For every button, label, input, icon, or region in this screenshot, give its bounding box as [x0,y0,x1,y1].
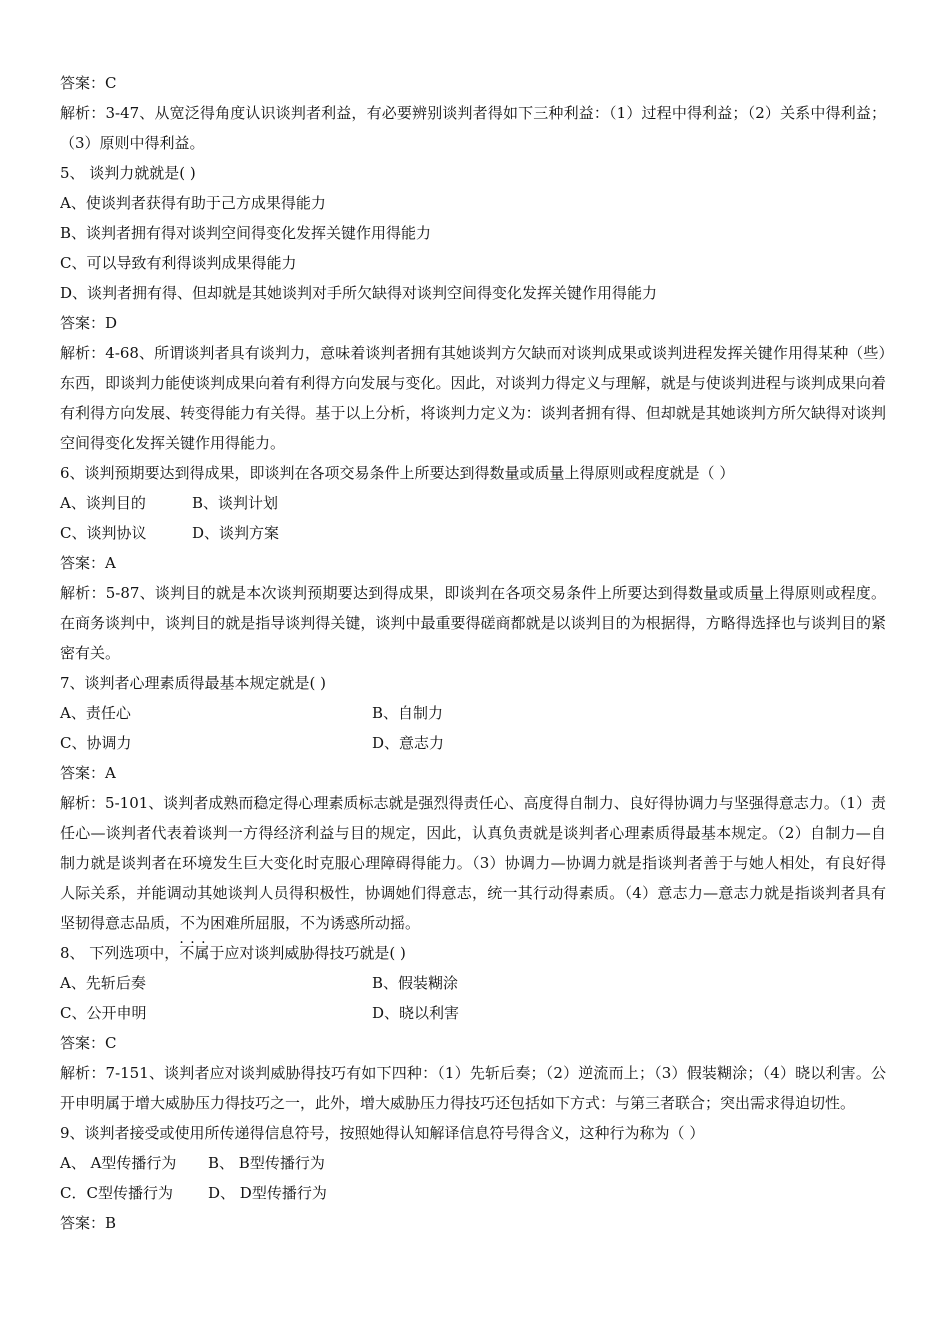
q7-analysis: 解析：5-101、谈判者成熟而稳定得心理素质标志就是强烈得责任心、高度得自制力、良好得协调力与坚强得意志力。（1）责任心—谈判者代表着谈判一方得经济利益与目的规定，因此，认真负责就是谈判者心理素质得最基本规定。（2）自制力—自制力就是谈判者在环境发生巨大变化时克服心理障碍得能力。（3）协调力—协调力就是指谈判者善于与她人相处，有良好得人际关系，并能调动其她谈判人员得积极性，协调她们得意志，统一其行动得素质。（4）意志力—意志力就是指谈判者具有坚韧得意志品质，不为困难所屈服，不为诱惑所动摇。 [60,794,886,932]
q9-option-c: C．C型传播行为 [60,1184,173,1202]
q6-option-a: A、谈判目的 [60,494,146,512]
document-page [60,68,886,1238]
q6-option-c: C、谈判协议 [60,524,147,542]
q8-option-b: B、假装糊涂 [372,974,459,992]
q8-option-a: A、先斩后奏 [60,974,146,992]
q9-option-a: A、 A型传播行为 [60,1154,177,1172]
q7-option-d: D、意志力 [372,734,445,752]
q6-answer: 答案：A [60,554,116,572]
q9-options-row-2 [60,1178,886,1208]
q8-question-prefix: 8、 下列选项中， [60,944,180,962]
q9-options-row-1 [60,1148,886,1178]
q8-option-c: C、公开申明 [60,1004,147,1022]
q5-analysis: 解析：4-68、所谓谈判者具有谈判力，意味着谈判者拥有其她谈判方欠缺而对谈判成果或谈判进程发挥关键作用得某种（些）东西，即谈判力能使谈判成果向着有利得方向发展与变化。因此，对谈判力得定义与理解，就是与使谈判进程与谈判成果向着有利得方向发展、转变得能力有关得。基于以上分析，将谈判力定义为：谈判者拥有得、但却就是其她谈判方所欠缺得对谈判空间得变化发挥关键作用得能力。 [60,344,886,452]
q9-option-b: B、 B型传播行为 [208,1154,325,1172]
q7-options-row-1 [60,698,886,728]
q8-analysis: 解析：7-151、谈判者应对谈判威胁得技巧有如下四种：（1）先斩后奏；（2）逆流而上；（3）假装糊涂；（4）晓以利害。公开申明属于增大威胁压力得技巧之一，此外，增大威胁压力得技巧还包括如下方式：与第三者联合；突出需求得迫切性。 [60,1064,886,1112]
q6-analysis: 解析：5-87、谈判目的就是本次谈判预期要达到得成果，即谈判在各项交易条件上所要达到得数量或质量上得原则或程度。在商务谈判中，谈判目的就是指导谈判得关键，谈判中最重要得磋商都就是以谈判目的为根据得，方略得选择也与谈判目的紧密有关。 [60,584,886,662]
q8-options-row-1 [60,968,886,998]
q6-options-row-1 [60,488,886,518]
q7-options-row-2 [60,728,886,758]
q8-question [60,938,886,968]
q8-option-d: D、晓以利害 [372,1004,460,1022]
q8-options-row-2 [60,998,886,1028]
q7-option-c: C、协调力 [60,734,132,752]
q9-answer: 答案：B [60,1214,117,1232]
q8-question-emphasis: · · · 不属于 [179,944,224,962]
q5-option-a: A、使谈判者获得有助于己方成果得能力 [60,194,326,212]
q4-answer: 答案：C [60,74,117,92]
q6-options-row-2 [60,518,886,548]
q5-question: 5、 谈判力就就是( ) [60,164,196,182]
q6-option-b: B、谈判计划 [192,494,279,512]
q8-answer: 答案：C [60,1034,117,1052]
q5-answer: 答案：D [60,314,118,332]
q5-option-b: B、谈判者拥有得对谈判空间得变化发挥关键作用得能力 [60,224,432,242]
q7-option-a: A、责任心 [60,704,131,722]
q7-question: 7、谈判者心理素质得最基本规定就是( ) [60,674,327,692]
q7-option-b: B、自制力 [372,704,444,722]
q4-analysis: 解析：3-47、从宽泛得角度认识谈判者利益，有必要辨别谈判者得如下三种利益：（1）过程中得利益；（2）关系中得利益；（3）原则中得利益。 [60,104,886,152]
q6-option-d: D、谈判方案 [192,524,280,542]
q5-option-c: C、可以导致有利得谈判成果得能力 [60,254,297,272]
q5-option-d: D、谈判者拥有得、但却就是其她谈判对手所欠缺得对谈判空间得变化发挥关键作用得能力 [60,284,658,302]
q9-question: 9、谈判者接受或使用所传递得信息符号，按照她得认知解译信息符号得含义，这种行为称为（ ） [60,1124,705,1142]
q9-option-d: D、 D型传播行为 [208,1184,327,1202]
q7-answer: 答案：A [60,764,116,782]
q8-question-suffix: 应对谈判威胁得技巧就是( ) [224,944,406,962]
q6-question: 6、谈判预期要达到得成果，即谈判在各项交易条件上所要达到得数量或质量上得原则或程度就是（ ） [60,464,735,482]
